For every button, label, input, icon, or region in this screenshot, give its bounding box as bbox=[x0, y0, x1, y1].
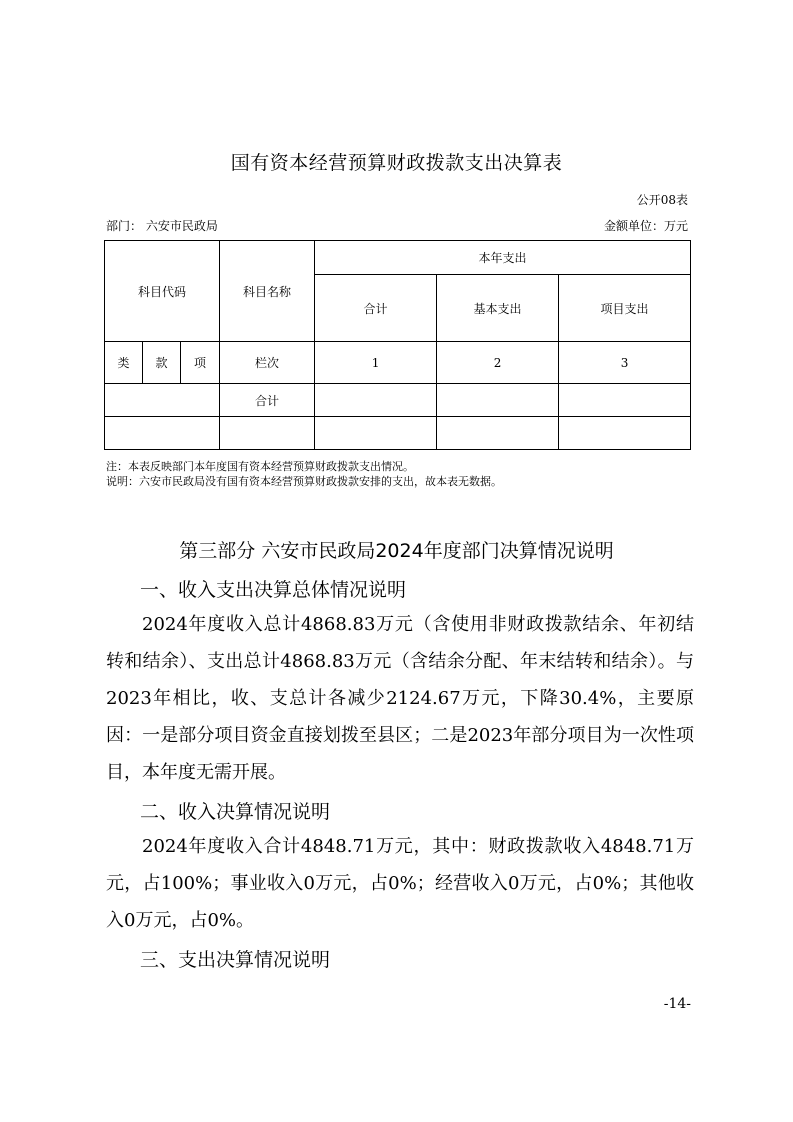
subject-code-header: 科目代码 bbox=[105, 241, 220, 342]
basic-expense-header: 基本支出 bbox=[437, 275, 559, 342]
section-1-heading: 一、收入支出决算总体情况说明 bbox=[140, 579, 407, 601]
sum-row-project-cell bbox=[559, 384, 691, 417]
sum-row-total-cell bbox=[315, 384, 437, 417]
section-2-heading: 二、收入决算情况说明 bbox=[140, 801, 331, 823]
table-note: 注：本表反映部门本年度国有资本经营预算财政拨款支出情况。 bbox=[106, 460, 414, 473]
department-label: 部门： 六安市民政局 bbox=[106, 219, 218, 233]
category-xiang-cell: 项 bbox=[181, 342, 220, 384]
sum-row-basic-cell bbox=[437, 384, 559, 417]
table-number: 公开08表 bbox=[636, 193, 688, 207]
total-header: 合计 bbox=[315, 275, 437, 342]
empty-row-project-cell bbox=[559, 417, 691, 450]
section-3-heading: 三、支出决算情况说明 bbox=[140, 949, 331, 971]
empty-row-code-cell bbox=[105, 417, 220, 450]
column-number-3: 3 bbox=[559, 342, 691, 384]
sum-row-code-cell bbox=[105, 384, 220, 417]
table-explanation: 说明：六安市民政局没有国有资本经营预算财政拨款安排的支出，故本表无数据。 bbox=[106, 475, 502, 488]
part-heading: 第三部分 六安市民政局2024年度部门决算情况说明 bbox=[179, 540, 614, 562]
empty-row-name-cell bbox=[220, 417, 315, 450]
sum-row-label: 合计 bbox=[220, 384, 315, 417]
section-1-paragraph: 2024年度收入总计4868.83万元（含使用非财政拨款结余、年初结转和结余）、支出总计4868.83万元（含结余分配、年末结转和结余）。与2023年相比，收、支总计各减少2124.67万元，下降30.4%，主要原因：一是部分项目资金直接划拨至县区；二是2023年部分项目为一次性项目，本年度无需开展。 bbox=[106, 614, 694, 783]
empty-row-total-cell bbox=[315, 417, 437, 450]
current-year-expense-header: 本年支出 bbox=[315, 241, 691, 275]
amount-unit-label: 金额单位：万元 bbox=[603, 219, 688, 233]
section-2-paragraph: 2024年度收入合计4848.71万元，其中：财政拨款收入4848.71万元，占100%；事业收入0万元，占0%；经营收入0万元，占0%；其他收入0万元，占0%。 bbox=[106, 836, 694, 931]
category-lei-cell: 类 bbox=[105, 342, 143, 384]
column-order-label: 栏次 bbox=[220, 342, 315, 384]
subject-name-header: 科目名称 bbox=[220, 241, 315, 342]
budget-table bbox=[104, 240, 691, 450]
page-number: -14- bbox=[663, 996, 691, 1012]
table-title: 国有资本经营预算财政拨款支出决算表 bbox=[230, 152, 563, 174]
category-kuan-cell: 款 bbox=[143, 342, 181, 384]
project-expense-header: 项目支出 bbox=[559, 275, 691, 342]
empty-row-basic-cell bbox=[437, 417, 559, 450]
column-number-1: 1 bbox=[315, 342, 437, 384]
column-number-2: 2 bbox=[437, 342, 559, 384]
